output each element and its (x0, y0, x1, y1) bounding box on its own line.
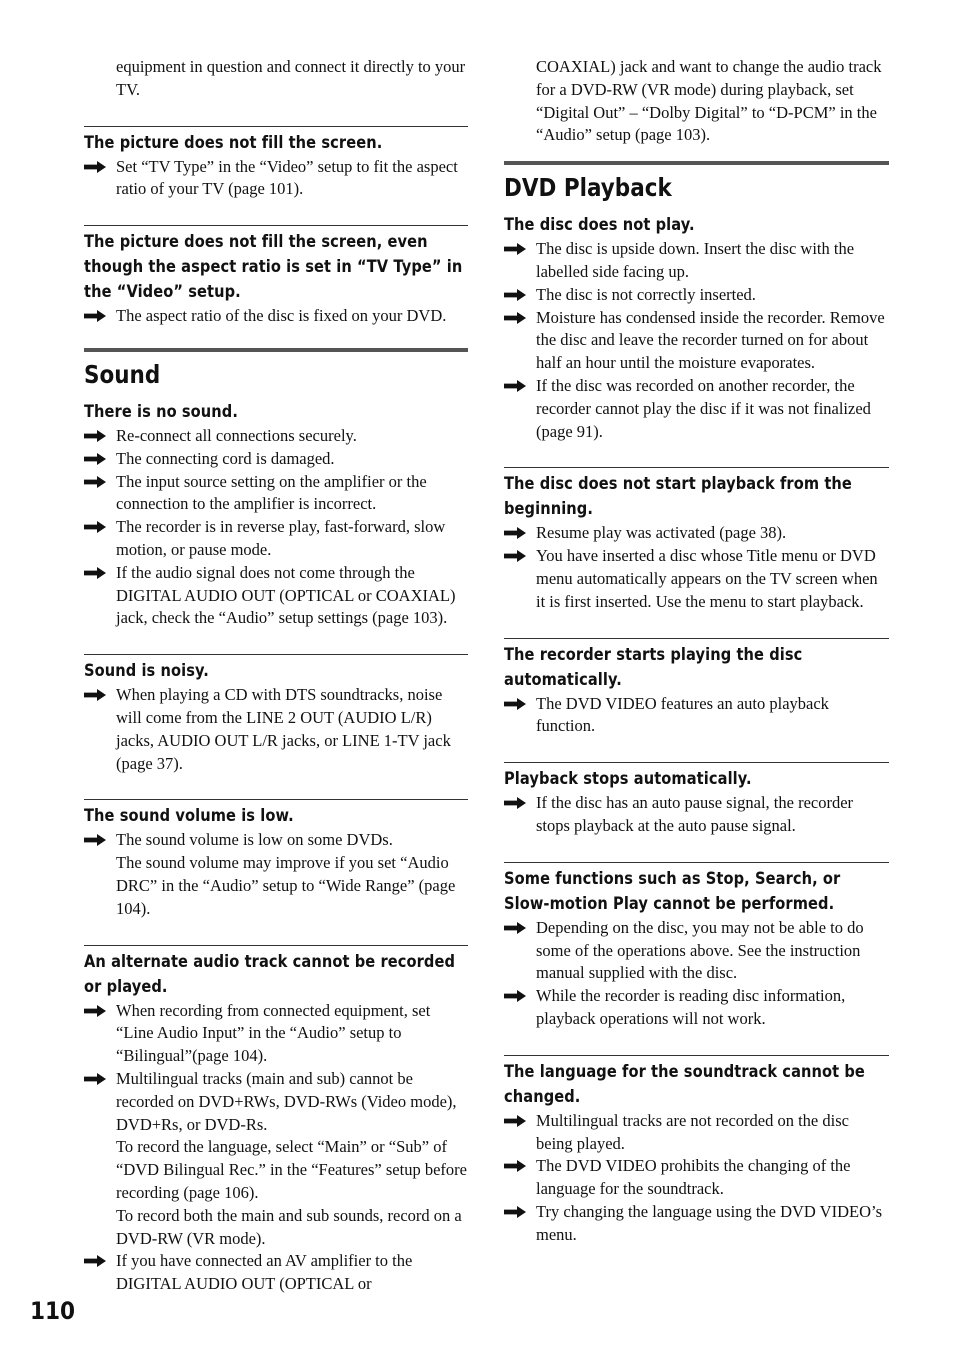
arrow-right-icon (84, 1005, 106, 1017)
bullet-text: If the audio signal does not come through the DIGITAL AUDIO OUT (OPTICAL or COAXIAL) jack, check the “Audio” setup settings (page 103). (116, 562, 456, 628)
bullet-item (504, 545, 889, 613)
arrow-right-icon (84, 689, 106, 701)
topic-title: The language for the soundtrack cannot be changed. (504, 1061, 865, 1107)
bullet-item (84, 425, 468, 448)
page-number: 110 (30, 1297, 76, 1325)
bullet-text: The recorder is in reverse play, fast-forward, slow motion, or pause mode. (116, 517, 446, 559)
bullet-item (84, 516, 468, 562)
arrow-right-icon (84, 1255, 106, 1267)
bullet-item (504, 375, 889, 443)
arrow-right-icon (84, 161, 106, 173)
arrow-right-icon (84, 567, 106, 579)
topic-title: An alternate audio track cannot be recorded or played. (84, 951, 456, 997)
bullet-text: The DVD VIDEO features an auto playback function. (536, 693, 829, 736)
bullet-item (84, 471, 468, 517)
bullet-item (84, 1000, 468, 1068)
troubleshooting-topic (504, 467, 889, 613)
troubleshooting-topic (504, 1055, 889, 1247)
intro-continuation: COAXIAL) jack and want to change the audio track for a DVD-RW (VR mode) during playback, set “Digital Out” – “Dolby Digital” to “D-PCM” in the “Audio” setup (page 103). (536, 57, 882, 145)
bullet-text: The connecting cord is damaged. (116, 448, 335, 468)
bullet-item (504, 792, 889, 838)
topic-group (504, 213, 889, 1246)
bullet-text: Multilingual tracks (main and sub) cannot be recorded on DVD+RWs, DVD-RWs (Video mode), DVD+Rs, or DVD-Rs. (116, 1068, 457, 1134)
bullet-item (84, 156, 468, 202)
bullet-item (84, 829, 468, 920)
topic-title: Playback stops automatically. (504, 769, 752, 790)
arrow-right-icon (504, 922, 526, 934)
topic-title: The disc does not start playback from the beginning. (504, 474, 852, 520)
bullet-text: Try changing the language using the DVD VIDEO’s menu. (536, 1201, 883, 1244)
bullet-item (84, 562, 468, 630)
topic-title: Sound is noisy. (84, 661, 209, 682)
arrow-right-icon (84, 1073, 106, 1085)
topic-title: Some functions such as Stop, Search, or Slow-motion Play cannot be performed. (504, 868, 841, 914)
bullet-text: Set “TV Type” in the “Video” setup to fit the aspect ratio of your TV (page 101). (116, 156, 458, 199)
bullet-text: When playing a CD with DTS soundtracks, noise will come from the LINE 2 OUT (AUDIO L/R) jacks, AUDIO OUT L/R jacks, or LINE 1-TV jack (page 37). (116, 685, 451, 773)
troubleshooting-topic (84, 225, 468, 328)
left-column (84, 56, 468, 1296)
topic-title: There is no sound. (84, 401, 238, 422)
intro-continuation: equipment in question and connect it directly to your TV. (116, 57, 466, 99)
arrow-right-icon (504, 990, 526, 1002)
bullet-text: The aspect ratio of the disc is fixed on your DVD. (116, 306, 447, 326)
bullet-text: Moisture has condensed inside the recorder. Remove the disc and leave the recorder turned on for about half an hour until the moisture evaporates. (536, 307, 885, 373)
troubleshooting-topic (504, 213, 889, 443)
arrow-right-icon (504, 698, 526, 710)
bullet-item (504, 1201, 889, 1247)
troubleshooting-topic (84, 654, 468, 775)
bullet-text: The sound volume is low on some DVDs. (116, 830, 393, 850)
troubleshooting-topic (504, 862, 889, 1031)
arrow-right-icon (504, 243, 526, 255)
arrow-right-icon (504, 380, 526, 392)
right-column (504, 56, 889, 1247)
topic-title: The picture does not fill the screen, even though the aspect ratio is set in “TV Type” in the “Video” setup. (84, 232, 463, 303)
troubleshooting-topic (84, 400, 468, 630)
bullet-text: If you have connected an AV amplifier to the DIGITAL AUDIO OUT (OPTICAL or (116, 1251, 413, 1294)
bullet-item (504, 1155, 889, 1201)
troubleshooting-topic (84, 945, 468, 1296)
topic-title: The recorder starts playing the disc automatically. (504, 644, 803, 690)
troubleshooting-topic (84, 799, 468, 920)
troubleshooting-topic (84, 126, 468, 202)
arrow-right-icon (84, 453, 106, 465)
section-rule (84, 348, 468, 352)
arrow-right-icon (504, 1206, 526, 1218)
bullet-text: If the disc was recorded on another recorder, the recorder cannot play the disc if it was not finalized (page 91). (536, 375, 871, 441)
arrow-right-icon (84, 834, 106, 846)
section-title: DVD Playback (504, 173, 672, 203)
bullet-text: If the disc has an auto pause signal, the recorder stops playback at the auto pause signal. (536, 793, 854, 835)
arrow-right-icon (84, 310, 106, 322)
bullet-text: Re-connect all connections securely. (116, 425, 357, 445)
bullet-continuation: To record the language, select “Main” or “Sub” of “DVD Bilingual Rec.” in the “Features” setup before recording (page 106). (116, 1137, 467, 1202)
topic-group (84, 126, 468, 328)
topic-group (84, 400, 468, 1296)
arrow-right-icon (504, 289, 526, 301)
section-rule (504, 161, 889, 165)
arrow-right-icon (84, 430, 106, 442)
bullet-item (504, 284, 889, 307)
bullet-continuation: To record both the main and sub sounds, record on a DVD-RW (VR mode). (116, 1205, 462, 1248)
arrow-right-icon (504, 797, 526, 809)
arrow-right-icon (504, 550, 526, 562)
bullet-item (504, 693, 889, 739)
bullet-text: Resume play was activated (page 38). (536, 523, 787, 543)
arrow-right-icon (504, 1160, 526, 1172)
bullet-text: While the recorder is reading disc information, playback operations will not work. (536, 986, 846, 1028)
bullet-item (504, 238, 889, 284)
arrow-right-icon (504, 527, 526, 539)
bullet-item (504, 522, 889, 545)
arrow-right-icon (504, 312, 526, 324)
bullet-item (84, 684, 468, 775)
bullet-text: When recording from connected equipment, set “Line Audio Input” in the “Audio” setup to “Bilingual”(page 104). (116, 1000, 431, 1066)
bullet-continuation: The sound volume may improve if you set “Audio DRC” in the “Audio” setup to “Wide Range” (page 104). (116, 853, 456, 918)
bullet-text: The input source setting on the amplifier or the connection to the amplifier is incorrect. (116, 471, 427, 514)
bullet-item (84, 305, 468, 328)
topic-title: The disc does not play. (504, 215, 695, 236)
bullet-text: The disc is not correctly inserted. (536, 284, 756, 304)
bullet-item (504, 917, 889, 985)
bullet-item (84, 448, 468, 471)
bullet-text: The disc is upside down. Insert the disc with the labelled side facing up. (536, 239, 855, 281)
arrow-right-icon (84, 521, 106, 533)
troubleshooting-topic (504, 638, 889, 739)
bullet-text: The DVD VIDEO prohibits the changing of the language for the soundtrack. (536, 1156, 851, 1199)
arrow-right-icon (504, 1115, 526, 1127)
topic-title: The picture does not fill the screen. (84, 132, 383, 153)
sound-section (84, 348, 468, 392)
troubleshooting-topic (504, 762, 889, 838)
section-title: Sound (84, 359, 161, 389)
arrow-right-icon (84, 476, 106, 488)
bullet-text: You have inserted a disc whose Title menu or DVD menu automatically appears on the TV screen when it is first inserted. Use the menu to start playback. (536, 546, 878, 611)
bullet-item (84, 1250, 468, 1296)
bullet-text: Depending on the disc, you may not be able to do some of the operations above. See the instruction manual supplied with the disc. (536, 917, 864, 983)
bullet-text: Multilingual tracks are not recorded on the disc being played. (536, 1110, 849, 1153)
dvd-playback-section (504, 161, 889, 205)
bullet-item (84, 1068, 468, 1250)
bullet-item (504, 1110, 889, 1156)
topic-title: The sound volume is low. (84, 806, 294, 827)
bullet-item (504, 307, 889, 375)
bullet-item (504, 985, 889, 1031)
